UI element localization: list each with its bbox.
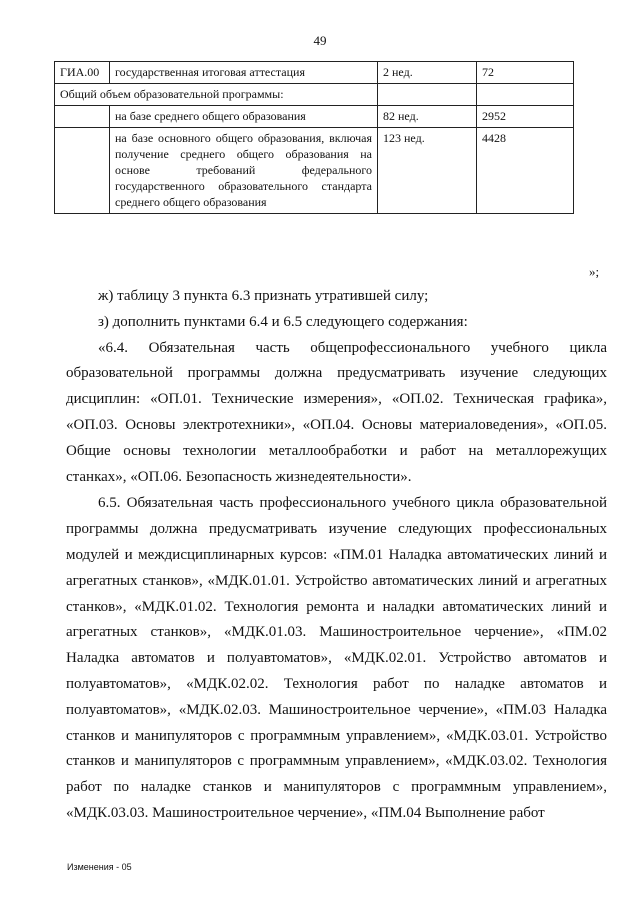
table-cell-empty xyxy=(378,84,477,106)
table-cell-duration: 123 нед. xyxy=(378,128,477,214)
paragraph-item-zh: ж) таблицу 3 пункта 6.3 признать утратившей силу; xyxy=(98,288,429,304)
table-cell-duration: 82 нед. xyxy=(378,106,477,128)
table-cell-name: на базе среднего общего образования xyxy=(110,106,378,128)
table-row xyxy=(55,128,574,214)
footer-revision-note: Изменения - 05 xyxy=(67,862,132,872)
table-cell-name: государственная итоговая аттестация xyxy=(110,62,378,84)
table-cell-hours: 2952 xyxy=(477,106,574,128)
table-row xyxy=(55,62,574,84)
paragraph-item-z: з) дополнить пунктами 6.4 и 6.5 следующего содержания: xyxy=(98,313,468,330)
table-cell-code: ГИА.00 xyxy=(55,62,110,84)
table-cell-duration: 2 нед. xyxy=(378,62,477,84)
paragraph-6-4: «6.4. Обязательная часть общепрофессионального учебного цикла образовательной программы должна предусматривать изучение следующих дисциплин: «ОП.01. Технические измерения», «ОП.02. Техническая графика», «ОП.03. Основы электротехники», «ОП.04. Основы материаловедения», «ОП.05. Общие основы технологии металлообработки и работ на металлорежущих станках», «ОП.06. Безопасность жизнедеятельности». xyxy=(66,339,607,485)
table-cell-empty xyxy=(477,84,574,106)
paragraph-6-5: 6.5. Обязательная часть профессионального учебного цикла образовательной программы должна предусматривать изучение следующих профессиональных модулей и междисциплинарных курсов: «ПМ.01 Наладка автоматических линий и агрегатных станков», «МДК.01.01. Устройство автоматических линий и агрегатных станков», «МДК.01.02. Технология ремонта и наладки автоматических линий и агрегатных станков», «МДК.01.03. Машиностроительное черчение», «ПМ.02 Наладка автоматов и полуавтоматов», «МДК.02.01. Устройство автоматов и полуавтоматов», «МДК.02.02. Технология работ по наладке автоматов и полуавтоматов», «МДК.02.03. Машиностроительное черчение», «ПМ.03 Наладка станков и манипуляторов с программным управлением», «МДК.03.01. Устройство станков и манипуляторов с программным управлением», «МДК.03.02. Технология работ по наладке станков и манипуляторов с программным управлением», «МДК.03.03. Машиностроительное черчение», «ПМ.04 Выполнение работ xyxy=(66,495,607,821)
table-cell-empty xyxy=(55,128,110,214)
table-cell-hours: 72 xyxy=(477,62,574,84)
document-body xyxy=(66,284,607,827)
table-cell-empty xyxy=(55,106,110,128)
table-row xyxy=(55,84,574,106)
closing-quote-mark: »; xyxy=(589,264,600,279)
table-cell-total-label: Общий объем образовательной программы: xyxy=(55,84,378,106)
program-volume-table xyxy=(54,61,574,214)
table-cell-hours: 4428 xyxy=(477,128,574,214)
page-number: 49 xyxy=(313,33,327,48)
table-cell-name: на базе основного общего образования, включая получение среднего общего образования на основе требований федерального государственного образовательного стандарта среднего общего образования xyxy=(110,128,378,214)
table-row xyxy=(55,106,574,128)
